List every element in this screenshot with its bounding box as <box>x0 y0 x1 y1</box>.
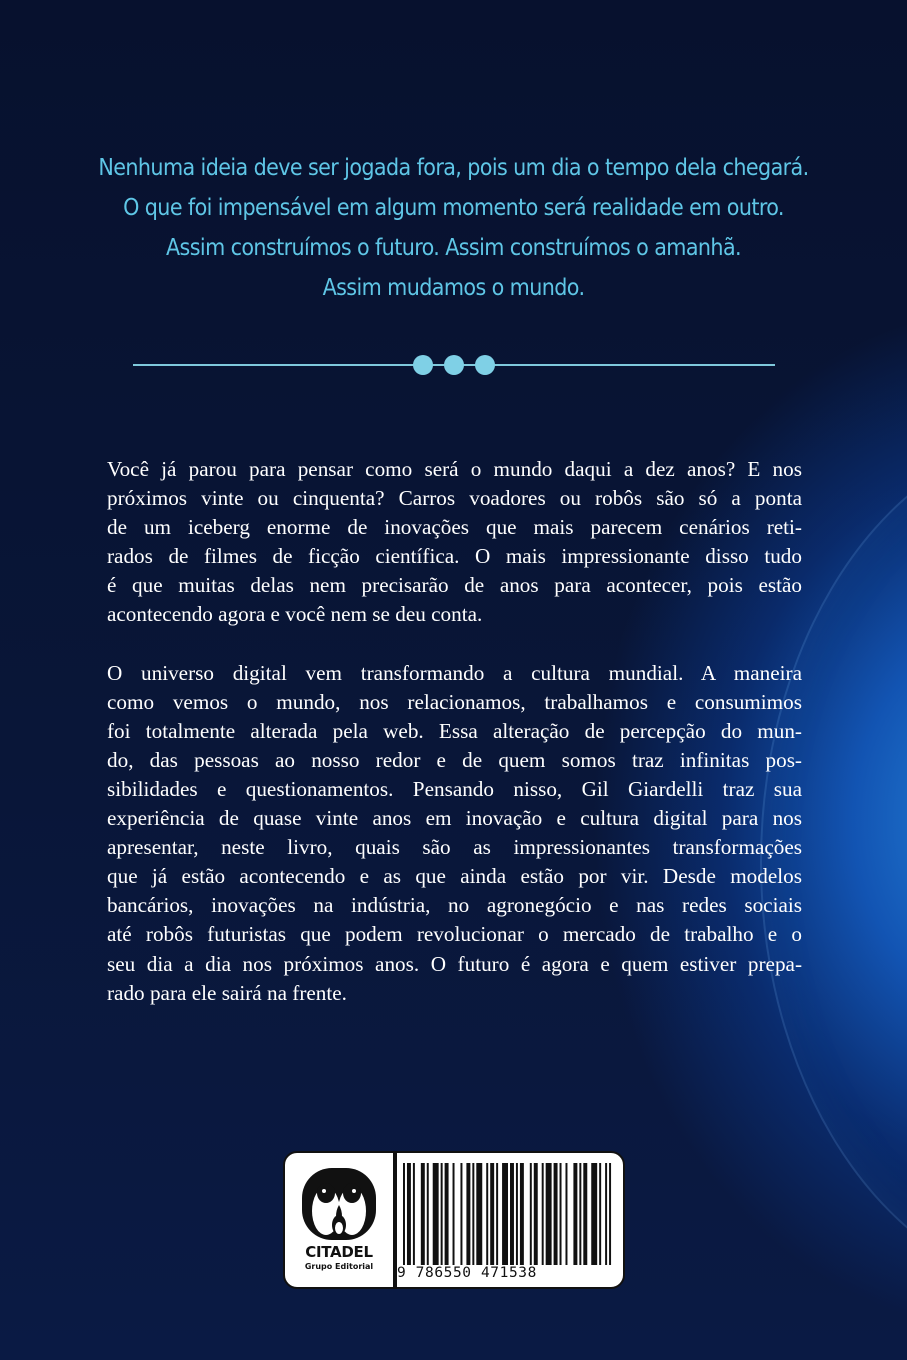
text-line: como vemos o mundo, nos relacionamos, trabalhamos e consumimos <box>107 689 802 714</box>
quote-line: Assim construímos o futuro. Assim construímos o amanhã. <box>166 235 741 261</box>
text-line: rado para ele sairá na frente. <box>107 980 347 1005</box>
text-line: O universo digital vem transformando a cultura mundial. A maneira <box>107 660 802 685</box>
text-line: seu dia a dia nos próximos anos. O futuro é agora e quem estiver prepa- <box>107 951 802 976</box>
dot-icon <box>475 355 495 375</box>
penguins-logo-icon <box>301 1167 377 1241</box>
publisher-logo <box>285 1153 393 1289</box>
publisher-subtitle: Grupo Editorial <box>304 1262 374 1271</box>
description-paragraph-1 <box>107 455 802 630</box>
text-line: do, das pessoas ao nosso redor e de quem somos traz infinitas pos- <box>107 747 802 772</box>
text-line: apresentar, neste livro, quais são as impressionantes transformações <box>107 835 802 860</box>
text-line: Você já parou para pensar como será o mundo daqui a dez anos? E nos <box>107 457 802 481</box>
text-line: rados de filmes de ficção científica. O mais impressionante disso tudo <box>107 544 802 569</box>
isbn-number: 9 786550 471538 <box>397 1265 537 1281</box>
text-line: sibilidades e questionamentos. Pensando nisso, Gil Giardelli traz sua <box>107 776 802 801</box>
text-line: foi totalmente alterada pela web. Essa alteração de percepção do mun- <box>107 718 802 743</box>
barcode-icon <box>401 1163 619 1265</box>
text-line: bancários, inovações na indústria, no agronegócio e nas redes sociais <box>107 893 802 918</box>
ornamental-divider <box>133 352 775 378</box>
epigraph-quote <box>60 148 847 308</box>
text-line: que já estão acontecendo e as que ainda estão por vir. Desde modelos <box>107 864 802 889</box>
publisher-barcode-panel <box>283 1151 625 1289</box>
dot-icon <box>444 355 464 375</box>
quote-line: O que foi impensável em algum momento será realidade em outro. <box>123 195 784 221</box>
text-line: acontecendo agora e você nem se deu conta. <box>107 602 483 627</box>
dot-icon <box>413 355 433 375</box>
text-line: de um iceberg enorme de inovações que mais parecem cenários reti- <box>107 515 802 540</box>
book-description <box>107 455 802 1037</box>
publisher-name: CITADEL <box>305 1243 373 1261</box>
text-line: é que muitas delas nem precisarão de anos para acontecer, pois estão <box>107 573 802 598</box>
text-line: experiência de quase vinte anos em inovação e cultura digital para nos <box>107 806 802 831</box>
description-paragraph-2 <box>107 659 802 1008</box>
text-line: até robôs futuristas que podem revolucionar o mercado de trabalho e o <box>107 922 802 947</box>
quote-line: Assim mudamos o mundo. <box>322 275 585 301</box>
quote-line: Nenhuma ideia deve ser jogada fora, pois um dia o tempo dela chegará. <box>98 155 809 181</box>
text-line: próximos vinte ou cinquenta? Carros voadores ou robôs são só a ponta <box>107 486 802 511</box>
